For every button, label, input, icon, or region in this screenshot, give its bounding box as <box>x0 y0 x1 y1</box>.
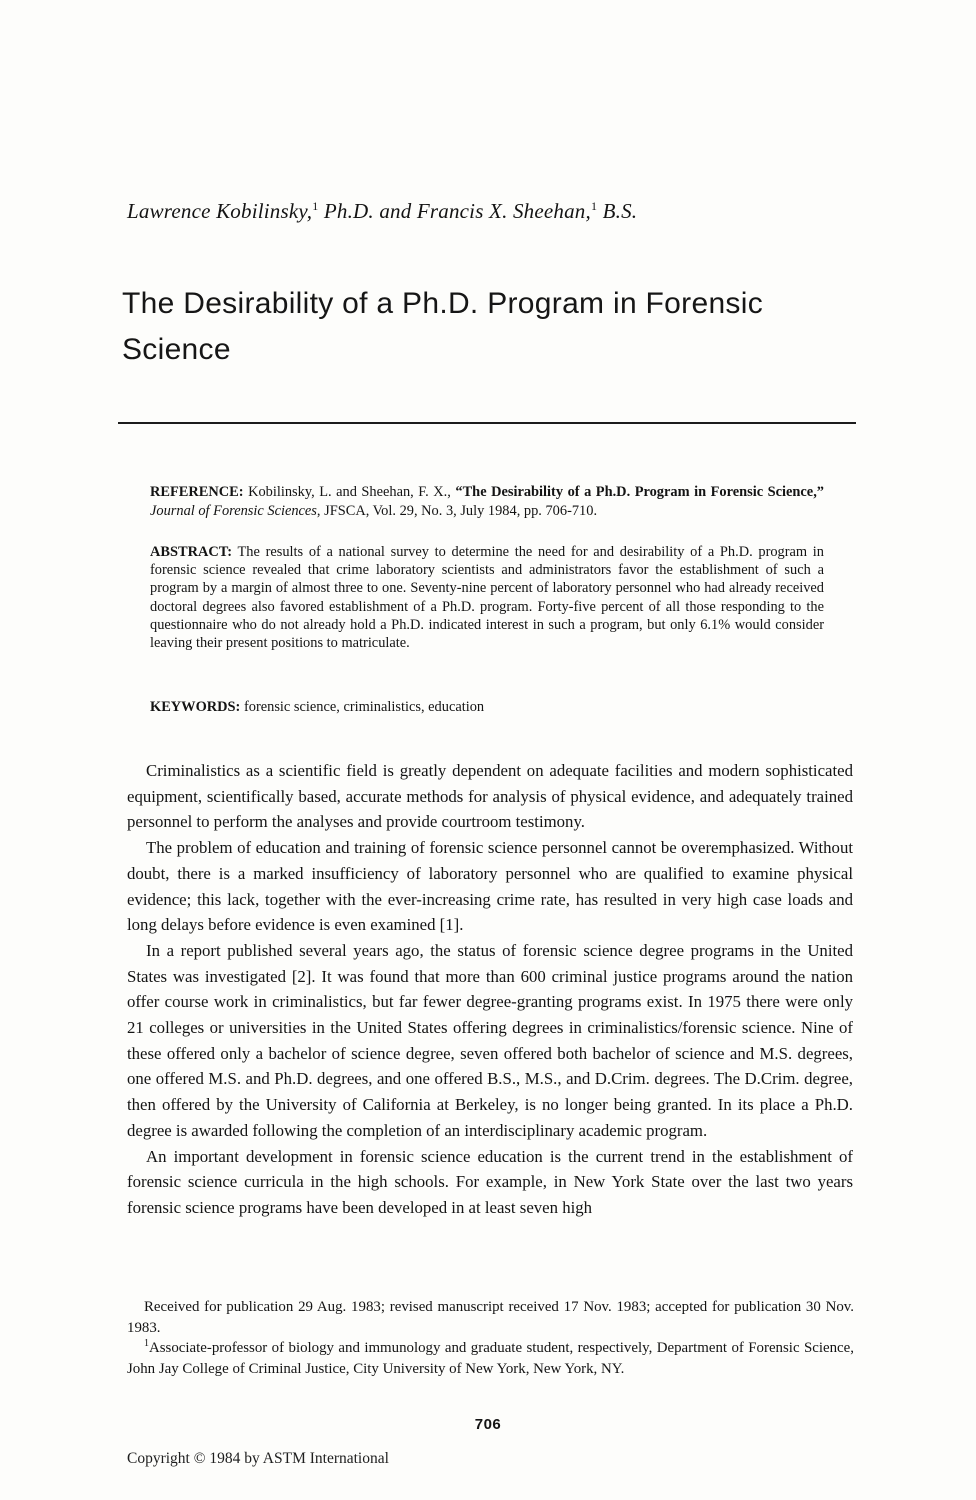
footnote-affiliation-text: Associate-professor of biology and immunology and graduate student, respectively, Department of Forensic Science, John Jay College of Criminal Justice, City University of New York, New York, NY. <box>127 1340 854 1377</box>
author-degree: B.S. <box>597 199 638 223</box>
page-number: 706 <box>474 1416 502 1433</box>
body-paragraph: In a report published several years ago, the status of forensic science degree programs in the United States was investigated [2]. It was found that more than 600 criminal justice programs around the nation offer course work in criminalistics, but far fewer degree-granting programs exist. In 1975 there were only 21 colleges or universities in the United States offering degrees in criminalistics/forensic science. Nine of these offered only a bachelor of science degree, seven offered both bachelor of science and M.S. degrees, one offered M.S. and Ph.D. degrees, and one offered B.S., M.S., and D.Crim. degrees. The D.Crim. degree, then offered by the University of California at Berkeley, is no longer being granted. In its place a Ph.D. degree is awarded following the completion of an interdisciplinary academic program. <box>127 940 853 1140</box>
footnote-affiliation <box>127 1338 854 1379</box>
author-byline <box>127 199 867 224</box>
copyright-notice: Copyright © 1984 by ASTM International <box>127 1450 389 1467</box>
reference-authors: Kobilinsky, L. and Sheehan, F. X., <box>243 484 456 500</box>
title-divider-rule <box>118 422 856 424</box>
body-paragraph: An important development in forensic science education is the current trend in the establishment of forensic science curricula in the high schools. For example, in New York State over the last two years forensic science programs have been developed in at least seven high <box>127 1146 853 1217</box>
abstract-block <box>150 543 824 652</box>
author-name-1: Lawrence Kobilinsky, <box>127 199 313 223</box>
reference-block <box>150 483 824 521</box>
article-body <box>127 758 853 1221</box>
footnote-received: Received for publication 29 Aug. 1983; revised manuscript received 17 Nov. 1983; accepted for publication 30 Nov. 1983. <box>127 1299 854 1336</box>
reference-label: REFERENCE: <box>150 484 244 500</box>
reference-details: , JFSCA, Vol. 29, No. 3, July 1984, pp. 706-710. <box>316 503 598 519</box>
keywords-label: KEYWORDS: <box>150 699 241 715</box>
keywords-text: forensic science, criminalistics, education <box>240 699 485 715</box>
abstract-label: ABSTRACT: <box>150 544 233 560</box>
author-affiliation-marker-2: 1 <box>590 199 598 213</box>
author-affiliation-marker-1: 1 <box>312 199 319 213</box>
author-name-2: Ph.D. and Francis X. Sheehan, <box>318 199 591 223</box>
reference-journal-name: Journal of Forensic Sciences <box>150 503 317 519</box>
keywords-block <box>150 698 824 717</box>
body-paragraph: Criminalistics as a scientific field is greatly dependent on adequate facilities and modern sophisticated equipment, scientifically based, accurate methods for analysis of physical evidence, and adequately trained personnel to perform the analyses and provide courtroom testimony. <box>127 761 853 832</box>
page-title: The Desirability of a Ph.D. Program in Forensic Science <box>122 287 763 366</box>
abstract-text: The results of a national survey to determine the need for and desirability of a Ph.D. program in forensic science revealed that crime laboratory scientists and administrators favor the establishment of such a program by a margin of almost three to one. Seventy-nine percent of laboratory personnel who had already received doctoral degrees also favored establishment of a Ph.D. program. Forty-five percent of all those responding to the questionnaire who do not already hold a Ph.D. indicated interest in such a program, but only 6.1% would consider leaving their present positions to matriculate. <box>150 544 824 652</box>
reference-article-title: “The Desirability of a Ph.D. Program in Forensic Science,” <box>455 484 824 500</box>
footnote-affiliation-marker: 1 <box>144 1338 149 1350</box>
body-paragraph: The problem of education and training of forensic science personnel cannot be overemphasized. Without doubt, there is a marked insufficiency of laboratory personnel who are qualified to examine physical evidence; this lack, together with the ever-increasing crime rate, has resulted in very high case loads and long delays before evidence is even examined [1]. <box>127 838 853 935</box>
footnotes-block <box>127 1297 854 1379</box>
